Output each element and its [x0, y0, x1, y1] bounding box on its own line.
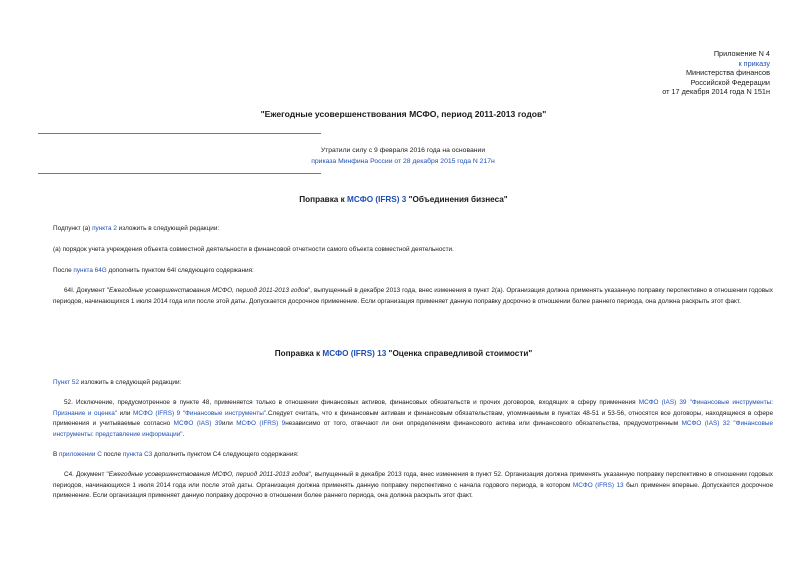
paragraph-2-link[interactable]: пункта 2	[92, 225, 117, 232]
order-link[interactable]: к приказу	[738, 58, 770, 68]
ifrs13-link[interactable]: МСФО (IFRS) 13	[322, 349, 387, 358]
repeal-order-link[interactable]: приказа Минфина России от 28 декабря 2015 года N 217н	[311, 157, 495, 165]
ifrs3-paragraph-2: (a) порядок учета учреждения объекта совместной деятельности в финансовой отчетности самого объекта совместной деятельности.	[53, 246, 454, 253]
paragraph-c3-link[interactable]: пункта С3	[122, 451, 153, 458]
lost-force-notice	[228, 146, 578, 167]
ias39-link[interactable]: МСФО (IAS) 39 "Финансовые инструменты: Признание и оценка"	[53, 399, 773, 417]
lost-force-text: Утратили силу с 9 февраля 2016 года на основании	[320, 147, 486, 154]
section-ifrs13-title: Поправка к МСФО (IFRS) 13 "Оценка справедливой стоимости"	[274, 349, 533, 358]
attachment-number: Приложение N 4	[713, 49, 770, 58]
top-divider	[38, 133, 321, 134]
ifrs3-paragraph-1: Подпункт (a) пункта 2 изложить в следующей редакции:	[53, 225, 220, 232]
document-title: "Ежегодные усовершенствования МСФО, период 2011-2013 годов"	[260, 109, 547, 119]
ifrs13-inline-link[interactable]: МСФО (IFRS) 13	[572, 481, 624, 489]
ifrs13-paragraph-3: В приложении С после пункта С3 дополнить пунктом С4 следующего содержания:	[53, 451, 299, 458]
ias39-short-link[interactable]: МСФО (IAS) 39	[173, 420, 222, 427]
bottom-divider	[38, 173, 321, 174]
appendix-c-link[interactable]: приложении С	[59, 451, 102, 458]
ifrs9-link[interactable]: МСФО (IFRS) 9 "Финансовые инструменты"	[133, 409, 267, 417]
ias32-link[interactable]: МСФО (IAS) 32 "Финансовые инструменты: представление информации"	[53, 420, 774, 438]
attachment-header	[470, 49, 770, 97]
ifrs3-paragraph-64i: 64I. Документ "Ежегодные усовершенствования МСФО, период 2011-2013 годов", выпущенный в декабре 2013 года, внес изменения в пункт 2(a). Организация должна применять указанную поправку перспективно в отношении годовых периодов, начинающихся 1 июля 2014 года или после этой даты. Допускается досрочное применение. Если организация применяет данную поправку досрочно в отношении более раннего периода, она должна раскрыть этот факт.	[53, 287, 773, 305]
section-ifrs3-title: Поправка к МСФО (IFRS) 3 "Объединения бизнеса"	[299, 195, 508, 204]
ifrs13-paragraph-1: Пункт 52 изложить в следующей редакции:	[53, 379, 182, 386]
paragraph-52-link[interactable]: Пункт 52	[53, 379, 79, 386]
ifrs13-paragraph-c4: С4. Документ "Ежегодные усовершенствования МСФО, период 2011-2013 годов", выпущенный в декабре 2013 года, внес изменения в пункт 52. Организация должна применять указанную поправку перспективно в отношении годовых периодов, начинающихся 1 июля 2014 года или после этой даты. Организация должна применять данную поправку перспективно с начала годового периода, в котором МСФО (IFRS) 13 был применен впервые. Допускается досрочное применение. Если организация применяет данную поправку досрочно в отношении более раннего периода, она должна раскрыть этот факт.	[53, 471, 773, 499]
ifrs3-paragraph-3: После пункта 64G дополнить пунктом 64I следующего содержания:	[53, 267, 254, 274]
ifrs13-paragraph-52: 52. Исключение, предусмотренное в пункте 48, применяется только в отношении финансовых активов, финансовых обязательств и прочих договоров, входящих в сферу применения МСФО (IAS) 39 "Финансовые инструменты: Признание и оценка" или МСФО (IFRS) 9 "Финансовые инструменты".Следует считать, что к финансовым активам и финансовым обязательствам, упоминаемым в пунктах 48-51 и 53-56, относятся все договоры, находящиеся в сфере применения и учитываемые согласно МСФО (IAS) 39или МСФО (IFRS) 9независимо от того, отвечают ли они определениям финансового актива или финансового обязательства, предусмотренным МСФО (IAS) 32 "Финансовые инструменты: представление информации".	[53, 399, 774, 438]
order-date: от 17 декабря 2014 года N 151н	[662, 87, 770, 96]
ifrs9-short-link[interactable]: МСФО (IFRS) 9	[236, 420, 286, 427]
country-name: Российской Федерации	[690, 77, 770, 87]
ministry-name: Министерства финансов	[685, 68, 770, 77]
paragraph-64g-link[interactable]: пункта 64G	[73, 267, 107, 274]
ifrs3-link[interactable]: МСФО (IFRS) 3	[347, 195, 407, 204]
